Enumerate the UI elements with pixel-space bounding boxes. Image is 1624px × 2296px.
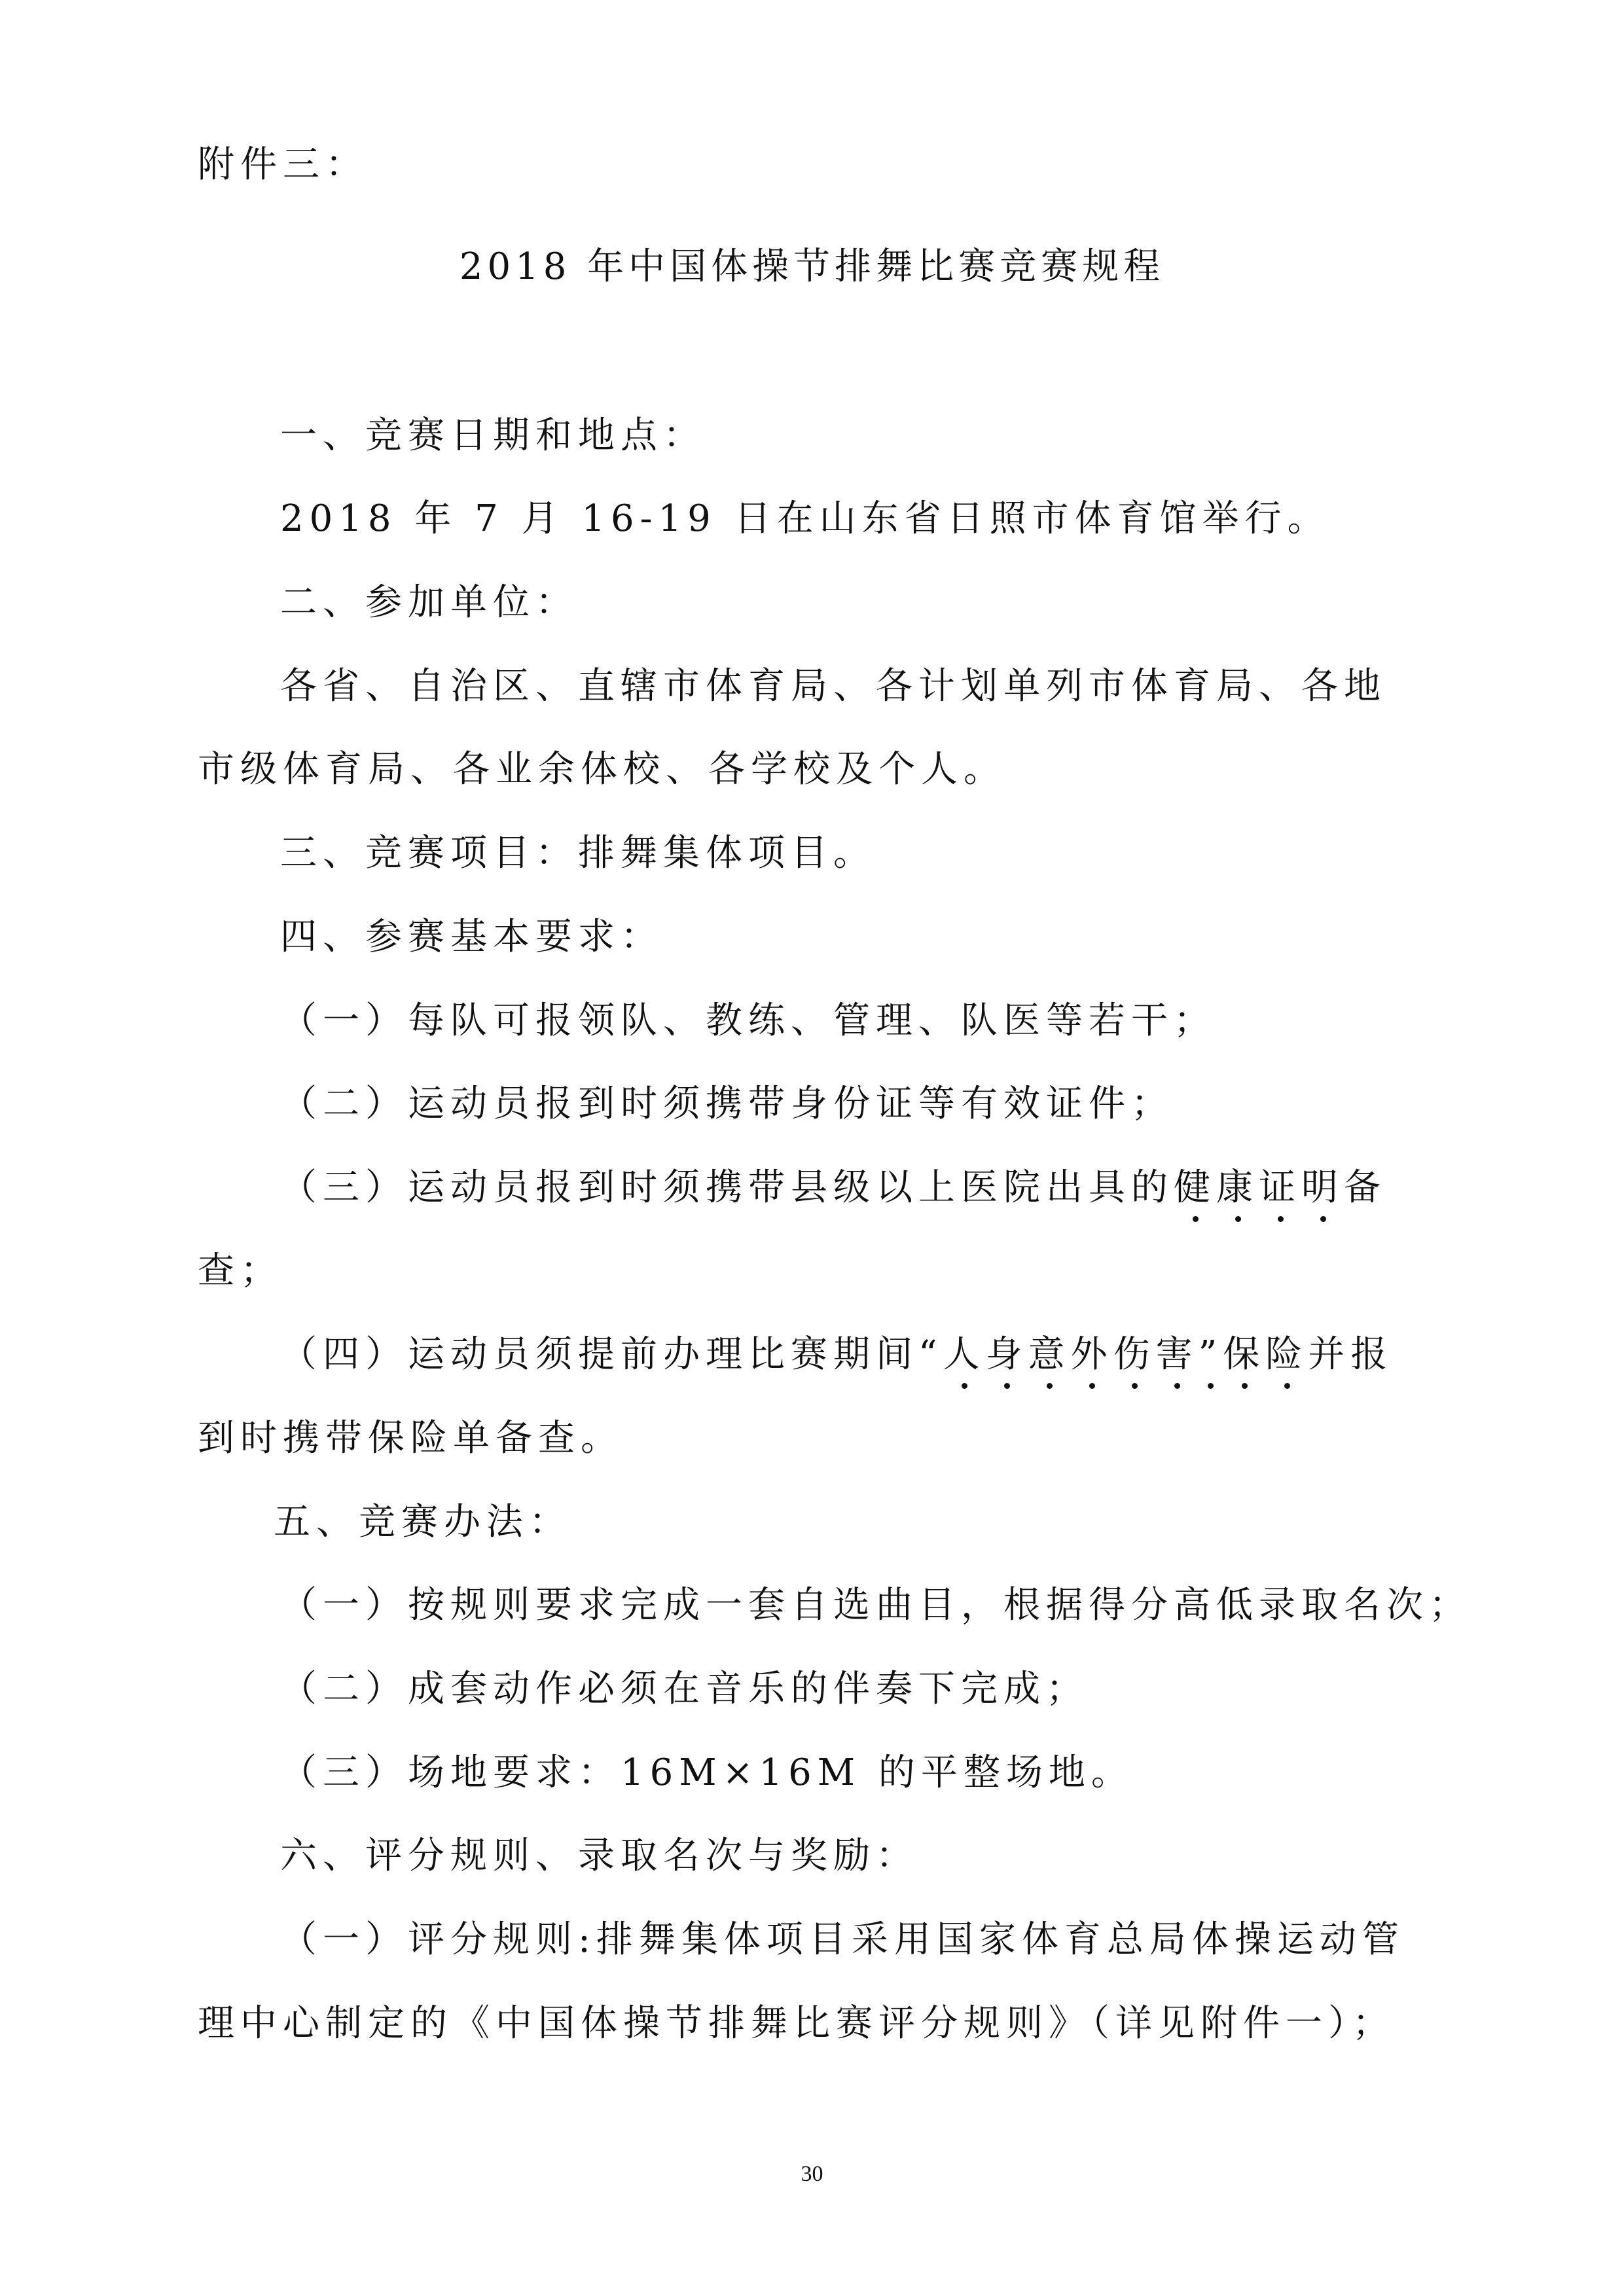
section-4-heading: 四、参赛基本要求： xyxy=(280,916,663,958)
emphasis-dotted-char: 人 xyxy=(943,1331,986,1378)
emphasis-dotted-char: 险 xyxy=(1265,1331,1308,1378)
emphasis-dotted-char: 害 xyxy=(1156,1331,1199,1378)
section-2-text-line-2: 市级体育局、各业余体校、各学校及个人。 xyxy=(198,748,1006,791)
section-2-heading: 二、参加单位： xyxy=(280,581,578,624)
emphasis-dotted-char: 证 xyxy=(1259,1164,1301,1211)
item-4-text-pre: （四）运动员须提前办理比赛期间“ xyxy=(280,1333,943,1376)
item-3-text-pre: （三）运动员报到时须携带县级以上医院出具的 xyxy=(280,1166,1174,1209)
emphasis-dotted-char: 身 xyxy=(986,1331,1028,1378)
section-4-item-2: （二）运动员报到时须携带身份证等有效证件； xyxy=(280,1083,1174,1125)
section-6-heading: 六、评分规则、录取名次与奖励： xyxy=(280,1835,918,1877)
section-4-item-4-line-1 xyxy=(280,1331,1524,1378)
item-3-text-post: 备 xyxy=(1344,1166,1386,1209)
section-4-item-1: （一）每队可报领队、教练、管理、队医等若干； xyxy=(280,999,1216,1042)
section-2-text-line-1: 各省、自治区、直辖市体育局、各计划单列市体育局、各地 xyxy=(280,665,1386,708)
section-5-item-1: （一）按规则要求完成一套自选曲目，根据得分高低录取名次； xyxy=(280,1584,1471,1626)
emphasis-dotted-char: 保 xyxy=(1223,1331,1265,1378)
emphasis-dotted-char: ” xyxy=(1199,1331,1223,1378)
section-4-item-3-line-1 xyxy=(280,1164,1524,1211)
item-4-text-post: 并报 xyxy=(1308,1333,1394,1376)
section-5-item-2: （二）成套动作必须在音乐的伴奏下完成； xyxy=(280,1668,1089,1710)
section-3-heading: 三、竞赛项目：排舞集体项目。 xyxy=(280,832,876,874)
section-5-heading: 五、竞赛办法： xyxy=(274,1501,571,1543)
emphasis-dotted-char: 健 xyxy=(1174,1164,1216,1211)
emphasis-dotted-char: 康 xyxy=(1216,1164,1259,1211)
section-6-item-1-line-2: 理中心制定的《中国体操节排舞比赛评分规则》（详见附件一）； xyxy=(198,2002,1395,2045)
page-number: 30 xyxy=(801,2162,823,2186)
section-5-item-3: （三）场地要求：16M×16M 的平整场地。 xyxy=(280,1751,1134,1794)
emphasis-dotted-char: 外 xyxy=(1071,1331,1113,1378)
section-1-heading: 一、竞赛日期和地点： xyxy=(280,414,706,457)
section-6-item-1-line-1: （一）评分规则:排舞集体项目采用国家体育总局体操运动管 xyxy=(280,1918,1405,1961)
emphasis-dotted-char: 伤 xyxy=(1113,1331,1156,1378)
section-4-item-4-line-2: 到时携带保险单备查。 xyxy=(198,1417,623,1460)
section-4-item-3-line-2: 查； xyxy=(198,1249,283,1292)
section-1-text: 2018 年 7 月 16-19 日在山东省日照市体育馆举行。 xyxy=(280,497,1330,540)
document-title: 2018 年中国体操节排舞比赛竞赛规程 xyxy=(459,245,1165,288)
emphasis-dotted-char: 明 xyxy=(1301,1164,1344,1211)
emphasis-dotted-char: 意 xyxy=(1028,1331,1071,1378)
attachment-label: 附件三： xyxy=(198,143,368,186)
